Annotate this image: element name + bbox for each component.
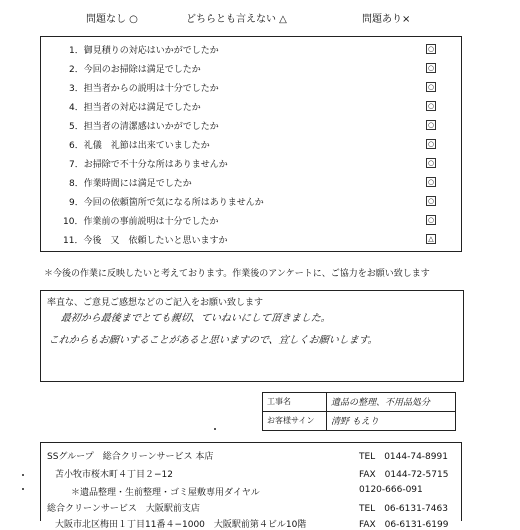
branch-name: 総合クリーンサービス 大阪駅前支店 xyxy=(47,504,200,514)
question-text: 1．御見積りの対応はいかがでしたか xyxy=(69,46,219,56)
legend-problem: 問題あり× xyxy=(362,14,411,25)
question-row xyxy=(41,155,461,173)
question-text: 11．今後 又 依頼したいと思いますか xyxy=(63,236,228,246)
work-info-table xyxy=(262,392,456,431)
handwritten-comment-line: これからもお願いすることがあると思いますので、宜しくお願いします。 xyxy=(48,335,379,346)
answer-checkbox[interactable]: ○ xyxy=(427,216,435,224)
question-text: 4．担当者の対応は満足でしたか xyxy=(69,103,201,113)
legend-neutral: どちらとも言えない △ xyxy=(186,14,287,25)
answer-checkbox[interactable]: ○ xyxy=(427,102,435,110)
answer-checkbox[interactable]: ○ xyxy=(427,178,435,186)
company-name: SSグループ 総合クリーンサービス 本店 xyxy=(47,452,214,462)
question-row xyxy=(41,193,461,211)
answer-checkbox[interactable]: △ xyxy=(426,234,436,244)
company-footer xyxy=(40,442,462,530)
question-text: 5．担当者の清潔感はいかがでしたか xyxy=(69,122,219,132)
branch-fax: FAX 06-6131-6199 xyxy=(359,520,449,530)
question-row xyxy=(41,60,461,78)
customer-sign-row xyxy=(263,412,455,430)
head-office-fax: FAX 0144-72-5715 xyxy=(359,470,449,480)
question-row xyxy=(41,41,461,59)
answer-checkbox[interactable]: ○ xyxy=(427,140,435,148)
dedicated-dial-number: 0120-666-091 xyxy=(359,485,423,495)
legend-no-problem: 問題なし ○ xyxy=(86,14,138,25)
scan-speck xyxy=(22,488,24,490)
handwritten-comment-line: 最初から最後までとても親切、ていねいにして頂きました。 xyxy=(60,313,332,324)
answer-checkbox[interactable]: ○ xyxy=(427,159,435,167)
answer-checkbox[interactable]: ○ xyxy=(427,64,435,72)
question-row xyxy=(41,231,461,249)
dedicated-dial-label: ＊遺品整理・生前整理・ゴミ屋敷専用ダイヤル xyxy=(71,488,260,498)
question-text: 3．担当者からの説明は十分でしたか xyxy=(69,84,219,94)
answer-checkbox[interactable]: ○ xyxy=(427,121,435,129)
question-row xyxy=(41,98,461,116)
question-text: 8．作業時間には満足でしたか xyxy=(69,179,192,189)
scan-speck xyxy=(22,474,24,476)
scan-speck xyxy=(214,428,216,430)
question-text: 7．お掃除で不十分な所はありませんか xyxy=(69,160,228,170)
customer-signature[interactable]: 清野 もえり xyxy=(331,417,379,427)
answer-checkbox[interactable]: ○ xyxy=(427,197,435,205)
answer-checkbox[interactable]: ○ xyxy=(427,83,435,91)
question-row xyxy=(41,212,461,230)
branch-tel: TEL 06-6131-7463 xyxy=(359,504,448,514)
answer-checkbox[interactable]: ○ xyxy=(427,45,435,53)
question-text: 10．作業前の事前説明は十分でしたか xyxy=(63,217,219,227)
head-office-address: 苫小牧市桜木町４丁目２−12 xyxy=(55,470,173,480)
comments-prompt: 率直な、ご意見ご感想などのご記入をお願い致します xyxy=(47,298,264,308)
question-text: 6．礼儀 礼節は出来ていましたか xyxy=(69,141,210,151)
branch-address: 大阪市北区梅田１丁目11番４−1000 大阪駅前第４ビル10階 xyxy=(55,520,307,530)
work-name-value[interactable]: 遺品の整理、不用品処分 xyxy=(331,398,431,408)
survey-note: ＊今後の作業に反映したいと考えております。作業後のアンケートに、ご協力をお願い致します xyxy=(44,269,430,279)
head-office-tel: TEL 0144-74-8991 xyxy=(359,452,448,462)
question-text: 9．今回の依頼箇所で気になる所はありませんか xyxy=(69,198,264,208)
work-name-label: 工事名 xyxy=(263,393,327,411)
question-row xyxy=(41,79,461,97)
customer-sign-label: お客様サイン xyxy=(263,412,327,430)
questions-box xyxy=(40,36,462,252)
question-row xyxy=(41,117,461,135)
question-row xyxy=(41,136,461,154)
work-name-row xyxy=(263,393,455,412)
question-row xyxy=(41,174,461,192)
comments-box xyxy=(40,290,464,382)
question-text: 2．今回のお掃除は満足でしたか xyxy=(69,65,201,75)
